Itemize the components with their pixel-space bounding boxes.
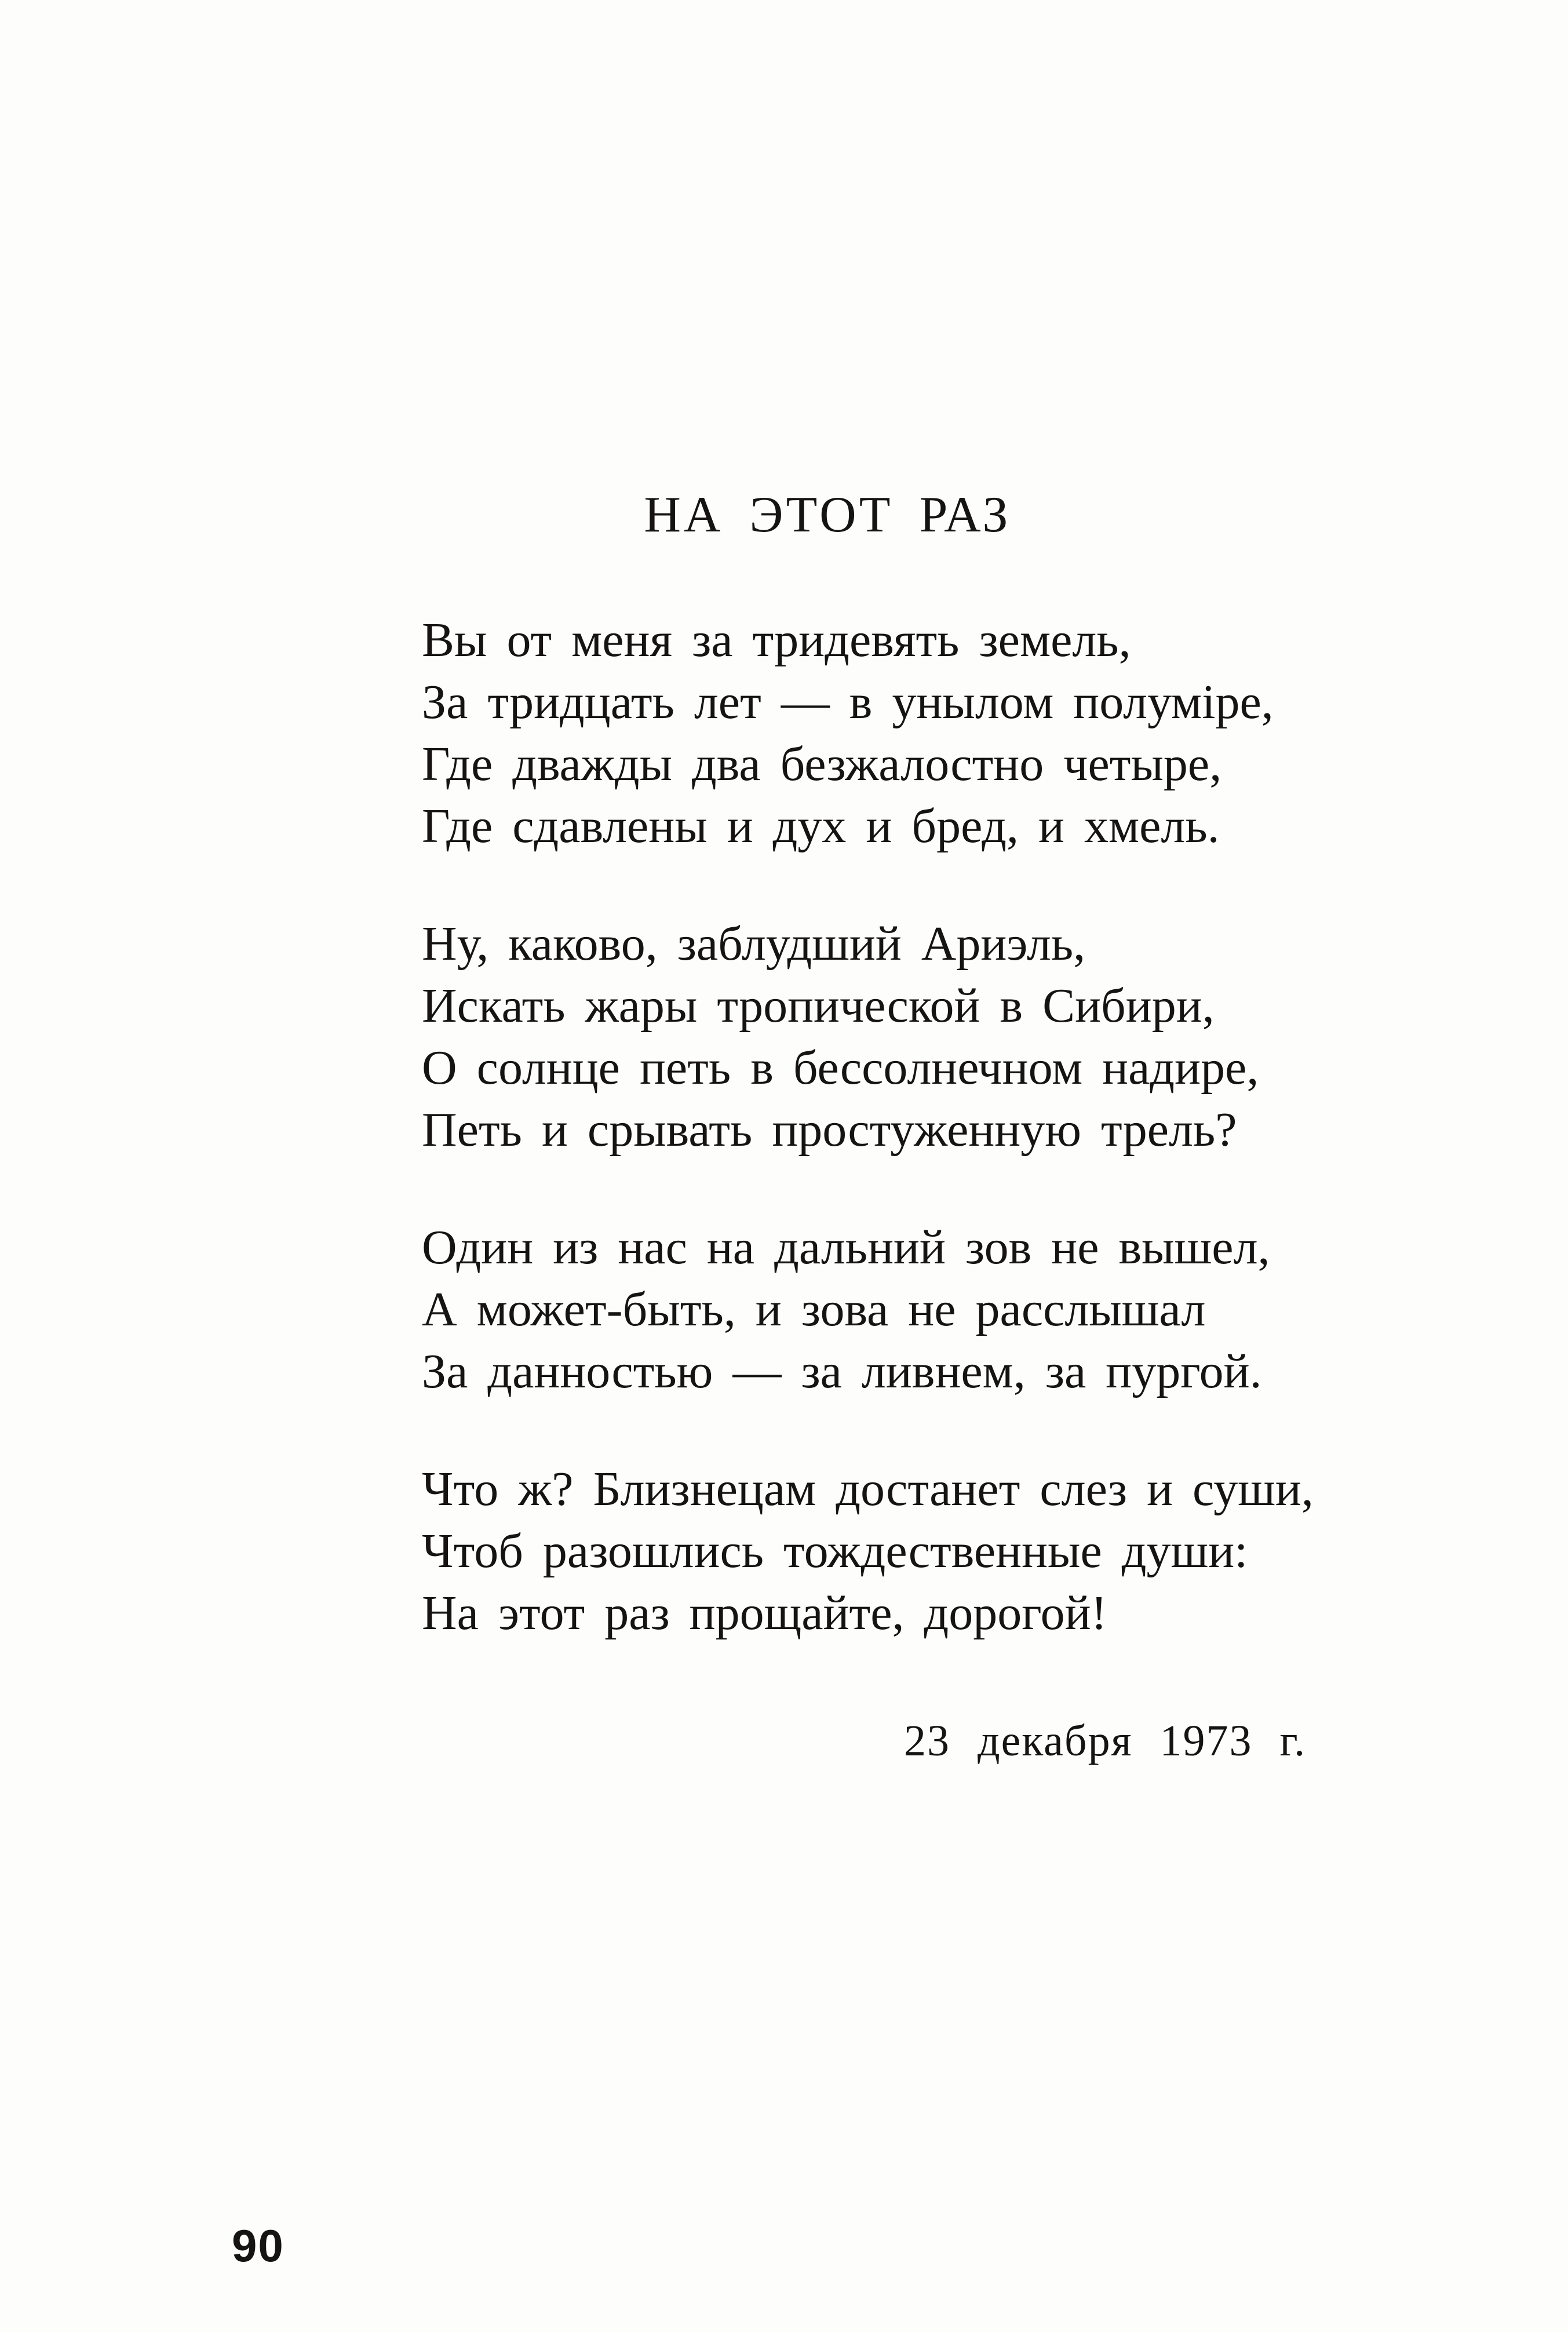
poem-date-line: 23 декабря 1973 г. [904, 1717, 1307, 1765]
poem-line: Петь и срывать простуженную трель? [422, 1103, 1237, 1157]
stanza [422, 913, 1378, 1161]
poem-line: Чтоб разошлись тождественные души: [422, 1524, 1248, 1578]
page-number: 90 [232, 2220, 285, 2271]
stanza [422, 1216, 1378, 1402]
poem-line: За тридцать лет — в унылом полуміре, [422, 675, 1274, 729]
poem-line: Где сдавлены и дух и бред, и хмель. [422, 799, 1220, 853]
poem-line: Ну, каково, заблудший Ариэль, [422, 917, 1086, 971]
poem-line: Вы от меня за тридевять земель, [422, 613, 1131, 667]
poem [422, 609, 1378, 1700]
stanza [422, 1458, 1378, 1644]
poem-line: Что ж? Близнецам достанет слез и суши, [422, 1462, 1314, 1516]
poem-line: О солнце петь в бессолнечном надире, [422, 1041, 1259, 1095]
poem-line: А может-быть, и зова не расслышал [422, 1282, 1206, 1336]
poem-line: Один из нас на дальний зов не вышел, [422, 1220, 1270, 1274]
poem-line: Искать жары тропической в Сибири, [422, 979, 1215, 1033]
stanza [422, 609, 1378, 857]
poem-line: Где дважды два безжалостно четыре, [422, 737, 1222, 791]
poem-line: За данностью — за ливнем, за пургой. [422, 1344, 1262, 1398]
poem-title: НА ЭТОТ РАЗ [644, 487, 1011, 543]
poem-line: На этот раз прощайте, дорогой! [422, 1586, 1107, 1640]
